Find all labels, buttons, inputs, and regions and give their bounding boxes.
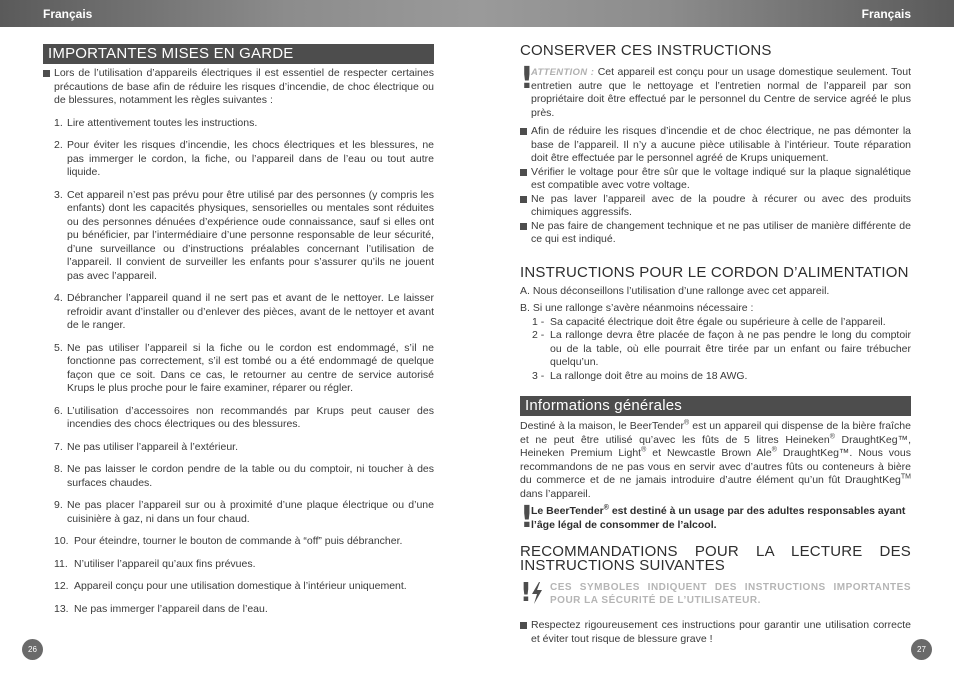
list-item: 6. L’utilisation d’accessoires non recommandés par Krups peut causer des incendies des chocs électriques ou des blessures.	[54, 404, 434, 430]
section-heading-conserver: CONSERVER CES INSTRUCTIONS	[520, 42, 772, 59]
lightning-bolt-icon	[530, 581, 544, 605]
list-item: 5. Ne pas utiliser l’appareil si la fiche ou le cordon est endommagé, s’il ne fonctionne pas correctement, s’il est tombé ou a été endommagé de quelque façon que ce soit. Dans ce cas, le retourner au centre de service autorisé Krups le plus proche pour le faire examiner, réparer ou régler.	[54, 341, 434, 394]
section-heading-informations: Informations générales	[520, 396, 911, 416]
cordon-list	[520, 316, 911, 384]
respect-bullet: Respectez rigoureusement ces instructions pour garantir une utilisation correcte et éviter tout risque de blessure grave !	[520, 619, 911, 646]
warning-exclamation-icon: !	[520, 500, 534, 535]
page-number-right: 27	[911, 639, 932, 660]
safety-list	[43, 117, 434, 617]
list-item: Vérifier le voltage pour être sûr que le voltage indiqué sur la plaque signalétique est compatible avec votre voltage.	[520, 166, 911, 193]
list-item: 7. Ne pas utiliser l’appareil à l’extérieur.	[54, 440, 238, 453]
warning-exclamation-icon: !	[520, 61, 534, 96]
list-item: 8. Ne pas laisser le cordon pendre de la table ou du comptoir, ni toucher à des surfaces chaudes.	[54, 463, 434, 489]
list-item: 12. Appareil conçu pour une utilisation domestique à l’intérieur uniquement.	[54, 580, 407, 592]
square-bullet-icon	[520, 169, 527, 176]
section-heading-cordon: INSTRUCTIONS POUR LE CORDON D’ALIMENTATION	[520, 263, 909, 281]
list-item: 9. Ne pas placer l’appareil sur ou à proximité d’une plaque électrique ou d’une cuisinière à gaz, ni dans un four chaud.	[54, 499, 434, 525]
adult-warning-text: Le BeerTender® est destiné à un usage par des adultes responsables ayant l’âge légal de consommer de l’alcool.	[531, 504, 906, 531]
language-label-right: Français	[861, 7, 911, 21]
attention-text: Cet appareil est conçu pour un usage domestique seulement. Tout entretien autre que le nettoyage et l’entretien normal de l’appareil par son propriétaire doit être effectué par le personnel du Centre de service agréé le plus près.	[531, 66, 911, 119]
warning-exclamation-icon: !	[520, 578, 532, 608]
adult-warning	[520, 500, 911, 535]
attention-label: ATTENTION :	[531, 67, 595, 78]
square-bullet-icon	[43, 70, 50, 77]
list-item: 4. Débrancher l’appareil quand il ne sert pas et avant de le nettoyer. Le laisser refroidir avant d’installer ou d’enlever des pièces, avant de le nettoyer et avant de le ranger.	[54, 292, 434, 331]
attention-block	[520, 61, 911, 120]
left-column	[43, 44, 434, 616]
square-bullet-icon	[520, 622, 527, 629]
list-item: 2 - La rallonge devra être placée de façon à ne pas pendre le long du comptoir ou de la table, où elle pourrait être tirée par un enfant ou faire trébucher quelqu’un.	[532, 329, 911, 368]
list-item: 13. Ne pas immerger l’appareil dans de l’eau.	[54, 602, 268, 615]
cordon-b: B. Si une rallonge s’avère néanmoins nécessaire :	[520, 302, 754, 314]
list-item: 11. N’utiliser l’appareil qu’aux fins prévues.	[54, 557, 256, 570]
section-heading-mises-en-garde: IMPORTANTES MISES EN GARDE	[43, 44, 434, 64]
list-item: 1 - Sa capacité électrique doit être égale ou supérieure à celle de l’appareil.	[532, 315, 886, 328]
square-bullet-icon	[520, 223, 527, 230]
header-bar	[0, 0, 954, 27]
list-item: Ne pas faire de changement technique et ne pas utiliser de manière différente de ce qui est indiqué.	[520, 220, 911, 247]
intro-text: Lors de l’utilisation d’appareils électriques il est essentiel de respecter certaines précautions de base afin de réduire les risques d’incendie, de choc électrique ou de blessures, notamment les règles suivantes :	[54, 67, 434, 106]
info-paragraph: Destiné à la maison, le BeerTender® est un appareil qui dispense de la bière fraîche et ne peut être utilisé qu’avec les fûts de 5 litres Heineken® DraughtKeg™, Heineken Premium Light® et Newcastle Brown Ale® DraughtKeg™. Nous vous recommandons de ne pas vous en servir avec d’autres fûts ou conteneurs à bière du commerce et de ne jamais introduire d’autre élément qu’un fût DraughtKeg™ dans l’appareil.	[520, 419, 911, 500]
cordon-a: A. Nous déconseillons l’utilisation d’une rallonge avec cet appareil.	[520, 284, 830, 297]
list-item: 1. Lire attentivement toutes les instructions.	[54, 116, 258, 129]
language-label-left: Français	[43, 7, 93, 21]
section-heading-recommandations: RECOMMANDATIONS POUR LA LECTURE DES INSTRUCTIONS SUIVANTES	[520, 543, 911, 574]
square-bullet-icon	[520, 128, 527, 135]
list-item: 10. Pour éteindre, tourner le bouton de commande à “off” puis débrancher.	[54, 535, 403, 547]
list-item: 2. Pour éviter les risques d’incendie, les chocs électriques et les blessures, ne pas immerger le cordon, la fiche, ou l’appareil dans de l’eau ou tout autre liquide.	[54, 139, 434, 178]
list-item: 3 - La rallonge doit être au moins de 18 AWG.	[532, 369, 748, 382]
page-number-left: 26	[22, 639, 43, 660]
list-item: 3. Cet appareil n’est pas prévu pour être utilisé par des personnes (y compris les enfants) dont les capacités physiques, sensorielles ou mentales sont réduites ou des personnes dénuées d’expérience oude connaissance, sauf si elles ont pu bénéficier, par l’intermédiaire d’une personne responsable de leur sécurité, d’une surveillance ou d’instructions préalables concernant l’utilisation de l’appareil. Il convient de surveiller les enfants pour s’assurer qu’ils ne jouent pas avec l’appareil.	[54, 188, 434, 282]
symbols-text: CES SYMBOLES INDIQUENT DES INSTRUCTIONS IMPORTANTES POUR LA SÉCURITÉ DE L’UTILISATEUR.	[550, 582, 911, 606]
intro-bullet	[43, 67, 434, 108]
maintenance-bullets	[520, 125, 911, 247]
right-column	[520, 44, 911, 646]
symbols-block	[520, 578, 911, 608]
list-item: Afin de réduire les risques d’incendie et de choc électrique, ne pas démonter la base de l’appareil. Il n’y a aucune pièce utilisable à l’intérieur. Toute réparation doit être effectuée par le personnel agréé de Krups uniquement.	[520, 125, 911, 166]
attention-paragraph	[531, 66, 911, 120]
square-bullet-icon	[520, 196, 527, 203]
list-item: Ne pas laver l’appareil avec de la poudre à récurer ou avec des produits chimiques aggressifs.	[520, 193, 911, 220]
